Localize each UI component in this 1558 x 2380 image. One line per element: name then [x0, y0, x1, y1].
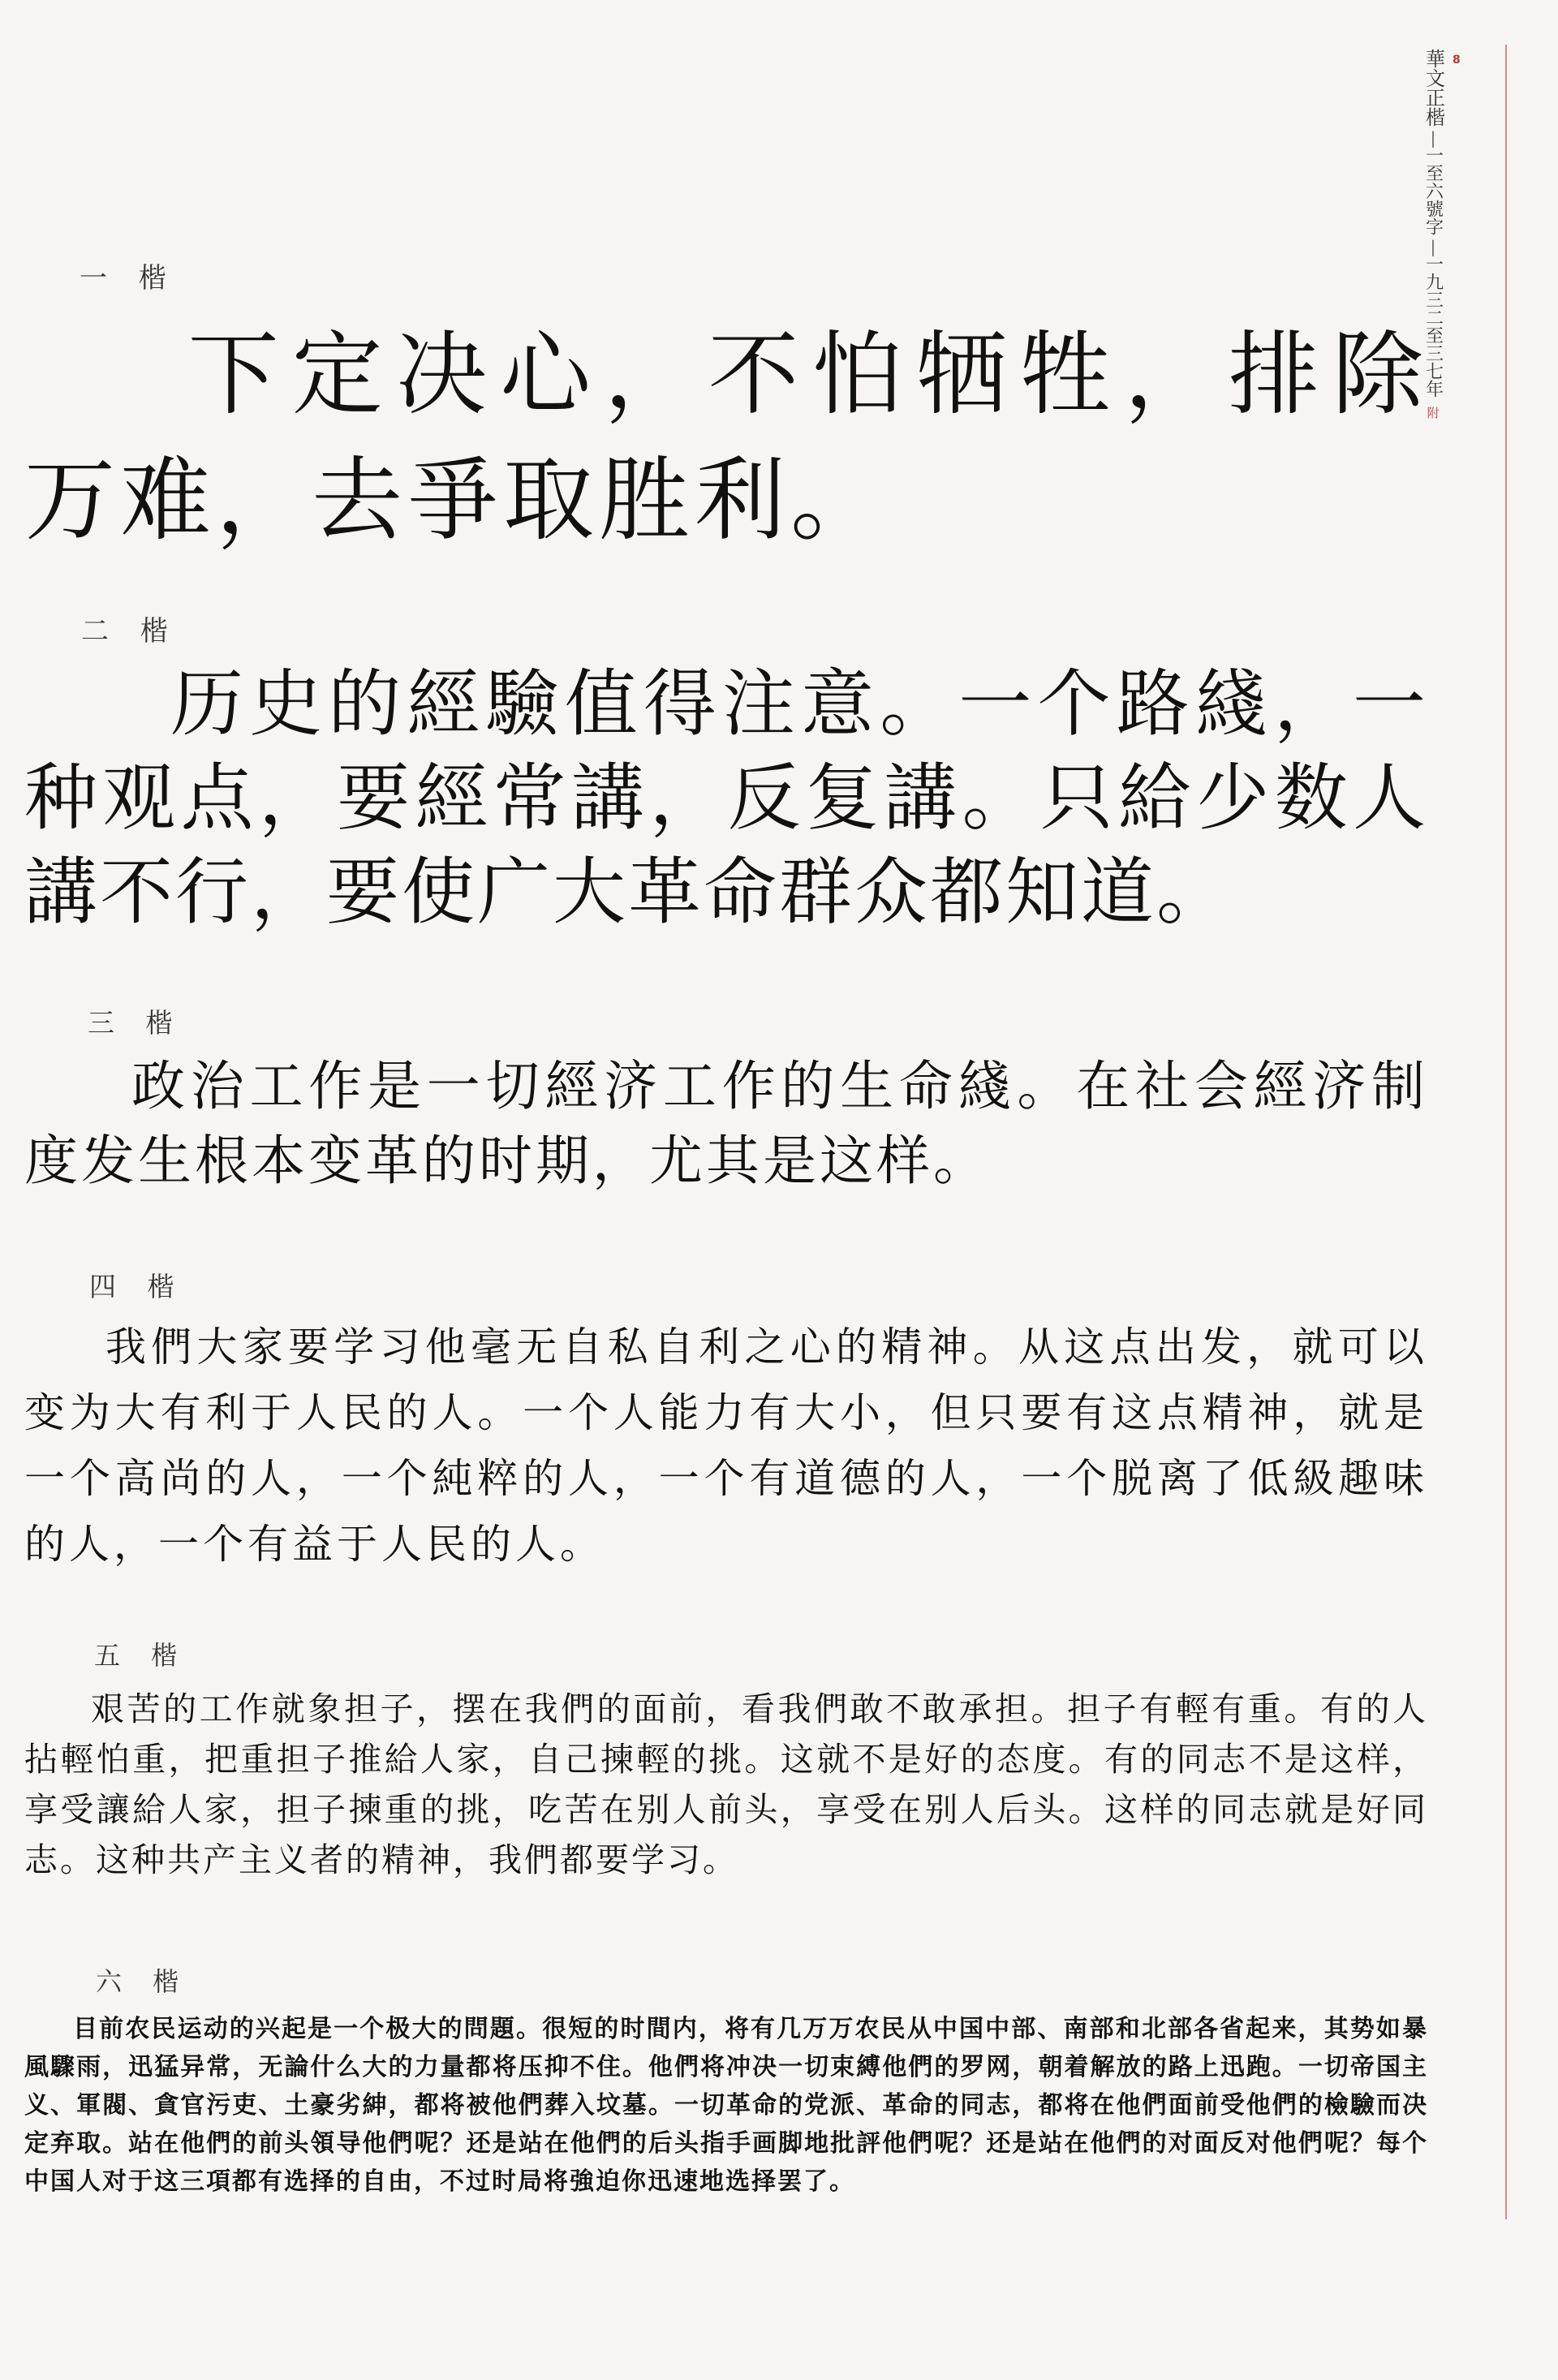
size-label: 三 楷: [88, 1007, 184, 1039]
running-header-years: 一九三二至三七年: [1422, 255, 1444, 398]
margin-rule: [1505, 45, 1507, 2219]
size-label: 五 楷: [94, 1640, 189, 1671]
specimen-text: 政治工作是一切經济工作的生命綫。在社会經济制度发生根本变革的时期，尤其是这样。: [24, 1055, 1428, 1192]
specimen-text: 下定决心，不怕牺牲，排除万难，去爭取胜利。: [24, 322, 1428, 553]
size-label: 四 楷: [89, 1271, 186, 1302]
running-header-tag: 附: [1427, 406, 1440, 420]
specimen-text: 目前农民运动的兴起是一个极大的問題。很短的时間内，将有几万万农民从中国中部、南部和北部各省起来，其势如暴風驟雨，迅猛异常，无論什么大的力量都将压抑不住。他們将冲决一切束縛他們的罗网，朝着解放的路上迅跑。一切帝国主义、軍閥、貪官污吏、土豪劣紳，都将被他們葬入坟墓。一切革命的党派、革命的同志，都将在他們面前受他們的檢驗而决定弃取。站在他們的前头領导他們呢？还是站在他們的后头指手画脚地批評他們呢？还是站在他們的对面反对他們呢？每个中国人对于这三項都有选择的自由，不过时局将強迫你迅速地选择罢了。: [24, 2015, 1428, 2196]
page-number: 8: [1453, 54, 1461, 67]
size-label: 一 楷: [80, 262, 178, 295]
size-label: 六 楷: [96, 1966, 191, 1997]
running-header-subtitle: 一至六號字: [1422, 146, 1444, 235]
running-header-divider: |: [1430, 237, 1436, 256]
size-label: 二 楷: [81, 615, 179, 648]
specimen-text: 历史的經驗值得注意。一个路綫，一种观点，要經常講，反复講。只給少数人講不行，要使广大革命群众都知道。: [24, 661, 1428, 935]
running-header-title: 華文正楷: [1422, 49, 1445, 127]
running-header-divider: |: [1430, 128, 1436, 148]
specimen-text: 艰苦的工作就象担子，摆在我們的面前，看我們敢不敢承担。担子有輕有重。有的人拈輕怕重，把重担子推給人家，自己揀輕的挑。这就不是好的态度。有的同志不是这样，享受讓給人家，担子揀重的挑，吃苦在别人前头，享受在别人后头。这样的同志就是好同志。这种共产主义者的精神，我們都要学习。: [24, 1689, 1428, 1879]
specimen-text: 我們大家要学习他毫无自私自利之心的精神。从这点出发，就可以变为大有利于人民的人。一个人能力有大小，但只要有这点精神，就是一个高尚的人，一个純粹的人，一个有道德的人，一个脱离了低級趣味的人，一个有益于人民的人。: [24, 1323, 1428, 1568]
